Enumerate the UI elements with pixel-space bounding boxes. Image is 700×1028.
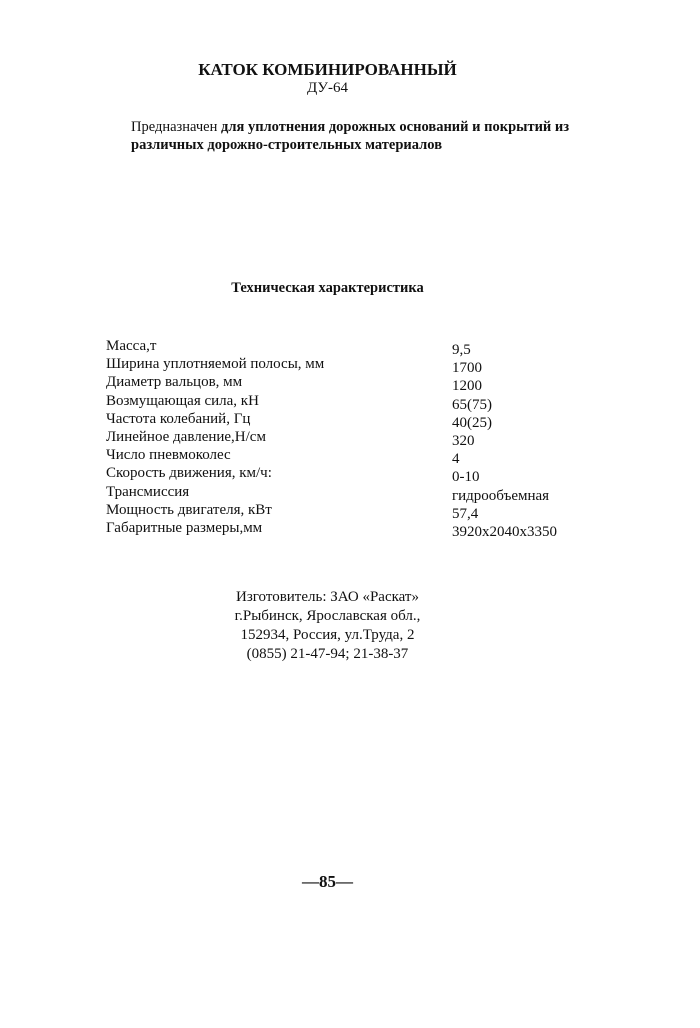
purpose-text [131, 118, 611, 154]
spec-label: Скорость движения, км/ч: [106, 465, 272, 482]
spec-label: Трансмиссия [106, 483, 190, 500]
document-title: КАТОК КОМБИНИРОВАННЫЙ [198, 60, 457, 79]
address-line: 152934, Россия, ул.Труда, 2 [240, 627, 415, 643]
spec-label: Габаритные размеры,мм [106, 520, 263, 536]
spec-label: Возмущающая сила, кН [106, 392, 259, 409]
spec-label: Диаметр вальцов, мм [106, 374, 243, 391]
spec-value: 1700 [452, 360, 482, 377]
spec-value: 0-10 [452, 469, 480, 486]
spec-label: Ширина уплотняемой полосы, мм [106, 356, 325, 373]
spec-label: Мощность двигателя, кВт [106, 501, 272, 518]
spec-label: Частота колебаний, Гц [106, 410, 251, 427]
spec-value: 3920x2040x3350 [452, 524, 557, 540]
spec-label: Линейное давление,Н/см [106, 429, 266, 445]
spec-value: 320 [452, 433, 475, 449]
spec-value: 1200 [452, 378, 482, 395]
spec-value: 65(75) [452, 396, 492, 413]
phone-line: (0855) 21-47-94; 21-38-37 [246, 646, 409, 662]
spec-value: гидрообъемная [452, 487, 550, 504]
manufacturer-line: Изготовитель: ЗАО «Раскат» [236, 589, 419, 605]
purpose-body: для уплотнения дорожных оснований и покрытий из различных дорожно-строительных материалов [131, 119, 570, 153]
spec-value: 4 [452, 451, 460, 468]
spec-value: 57,4 [452, 505, 479, 522]
spec-value: 40(25) [452, 414, 492, 431]
spec-label: Масса,т [106, 338, 157, 354]
page-number: —85— [302, 872, 353, 891]
model-number: ДУ-64 [306, 80, 349, 96]
spec-heading: Техническая характеристика [231, 280, 424, 296]
purpose-lead: Предназначен [131, 119, 221, 135]
manufacturer-info [0, 588, 655, 664]
spec-label: Число пневмоколес [106, 447, 231, 464]
address-line: г.Рыбинск, Ярославская обл., [234, 608, 421, 624]
spec-value: 9,5 [452, 342, 471, 358]
